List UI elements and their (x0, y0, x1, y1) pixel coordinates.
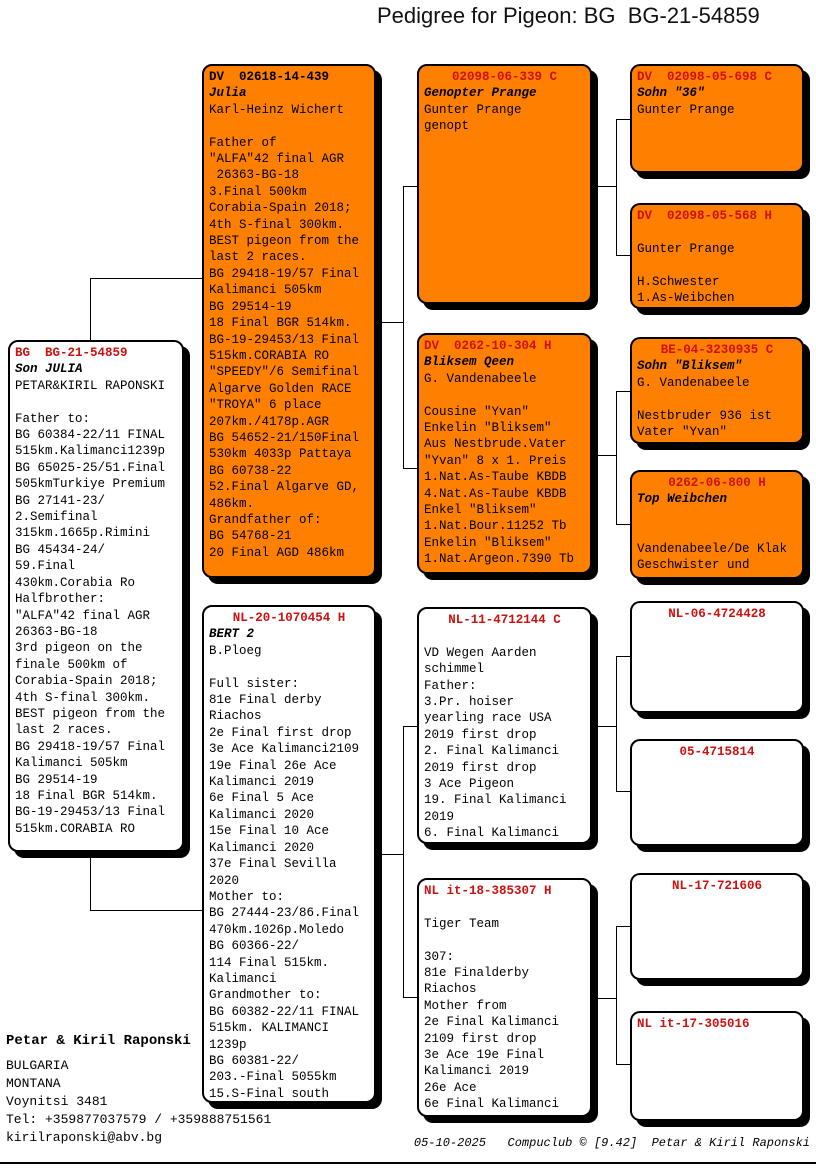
page-title: Pedigree for Pigeon: BG BG-21-54859 (377, 3, 760, 28)
pedigree-details-fmf: Sohn "Bliksem" G. Vandenabeele Nestbruder 936 ist Vater "Yvan" (637, 359, 773, 440)
footer-gap1 (486, 1136, 508, 1150)
connector-line (616, 391, 630, 392)
connector-line (595, 455, 616, 456)
pedigree-details-ffm: Gunter Prange H.Schwester 1.As-Weibchen (637, 241, 735, 306)
pedigree-box-ffm (630, 203, 804, 309)
ring-number-fff: DV 02098-05-698 C (637, 70, 773, 84)
pedigree-box-mmm (630, 1011, 804, 1121)
connector-line (616, 926, 630, 927)
pedigree-details-mm: Tiger Team 307: 81e Finalderby Riachos Mother from 2e Final Kalimanci 2109 first drop 3e Ace 19e Final Kalimanci 2019 26e Ace 6e Final Kalimanci (424, 916, 560, 1112)
connector-line (90, 278, 91, 340)
pedigree-details-ff: Genopter Prange Gunter Prange genopt (424, 86, 537, 134)
ring-number-fmm: 0262-06-800 H (668, 476, 766, 490)
owner-name: Petar & Kiril Raponski (6, 1033, 191, 1049)
ring-number-mf: NL-11-4712144 C (448, 613, 561, 627)
pedigree-box-subject (8, 340, 184, 852)
pedigree-box-mmf (630, 873, 804, 980)
pedigree-box-father (202, 64, 376, 578)
connector-line (90, 853, 91, 911)
connector-line (616, 656, 617, 792)
ring-number-fm: DV 0262-10-304 H (424, 339, 552, 353)
connector-line (379, 322, 403, 323)
pedigree-box-mf (417, 607, 592, 844)
connector-line (616, 656, 630, 657)
ring-number-subject: BG BG-21-54859 (15, 346, 128, 360)
pedigree-box-mff (630, 601, 804, 713)
connector-line (595, 186, 616, 187)
connector-line (595, 726, 616, 727)
owner-details: BULGARIA MONTANA Voynitsi 3481 Tel: +359877037579 / +359888751561 kirilraponski@abv.bg (6, 1058, 272, 1145)
connector-line (90, 910, 202, 911)
pedigree-box-fmf (630, 337, 804, 444)
owner-block (6, 1032, 271, 1147)
ring-number-father: DV 02618-14-439 (209, 70, 330, 84)
connector-line (616, 119, 617, 256)
connector-line (616, 119, 630, 120)
connector-line (616, 791, 630, 792)
connector-line (616, 524, 630, 525)
connector-line (595, 998, 616, 999)
pedigree-box-fff (630, 64, 804, 173)
pedigree-details-fmm: Top Weibchen Vandenabeele/De Klak Geschwister und (637, 492, 788, 573)
ring-number-mm: NL it-18-385307 H (424, 884, 552, 898)
connector-line (616, 1064, 630, 1065)
pedigree-box-mm (417, 878, 592, 1117)
ring-number-mmf: NL-17-721606 (671, 879, 762, 893)
ring-number-ff: 02098-06-339 C (451, 70, 558, 84)
pedigree-box-fmm (630, 470, 804, 579)
connector-line (403, 726, 417, 727)
connector-line (403, 997, 417, 998)
ring-number-mfm: 05-4715814 (679, 745, 755, 759)
footer-owner-credit: Petar & Kiril Raponski (651, 1136, 810, 1150)
ring-number-ffm: DV 02098-05-568 H (637, 209, 773, 223)
ring-number-mother: NL-20-1070454 H (232, 611, 346, 625)
pedigree-details-fm: Bliksem Qeen G. Vandenabeele Cousine "Yvan" Enkelin "Bliksem" Aus Nestbrude.Vater "Yvan" 8 x 1. Preis 1.Nat.As-Taube KBDB 4.Nat.As-Taube KBDB Enkel "Bliksem" 1.Nat.Bour.11252 Tb Enkelin "Bliksem" 1.Nat.Argeon.7390 Tb (424, 355, 575, 567)
connector-line (90, 278, 202, 279)
pedigree-box-fm (417, 333, 592, 574)
pedigree-box-mfm (630, 739, 804, 846)
pedigree-details-mother: BERT 2 B.Ploeg Full sister: 81e Final derby Riachos 2e Final first drop 3e Ace Kalimanci2109 19e Final 26e Ace Kalimanci 2019 6e Final 5 Ace Kalimanci 2020 15e Final 10 Ace Kalimanci 2020 37e Final Sevilla 2020 Mother to: BG 27444-23/86.Final 470km.1026p.Moledo BG 60366-22/ 114 Final 515km. Kalimanci Grandmother to: BG 60382-22/11 FINAL 515km. KALIMANCI 1239p BG 60381-22/ 203.-Final 5055km 15.S-Final south (209, 627, 360, 1101)
pedigree-box-mother (202, 605, 376, 1103)
pedigree-details-fff: Sohn "36" Gunter Prange (637, 86, 735, 117)
connector-line (616, 391, 617, 525)
pedigree-details-father: Julia Karl-Heinz Wichert Father of "ALFA"42 final AGR 26363-BG-18 3.Final 500km Corabia-Spain 2018; 4th S-final 300km. BEST pigeon from the last 2 races. BG 29418-19/57 Final Kalimanci 505km BG 29514-19 18 Final BGR 514km. BG-19-29453/13 Final 515km.CORABIA RO "SPEEDY"/6 Semifinal Algarve Golden RACE "TROYA" 6 place 207km./4178p.AGR BG 54652-21/150Final 530km 4033p Pattaya BG 60738-22 52.Final Algarve GD, 486km. Grandfather of: BG 54768-21 20 Final AGD 486km (209, 86, 360, 560)
footer-date: 05-10-2025 (413, 1136, 486, 1150)
footer-gap2 (637, 1136, 651, 1150)
pedigree-details-subject: Son JULIA PETAR&KIRIL RAPONSKI Father to: BG 60384-22/11 FINAL 515km.Kalimanci1239p BG 65025-25/51.Final 505kmTurkiye Premium BG 27141-23/ 2.Semifinal 315km.1665p.Rimini BG 45434-24/ 59.Final 430km.Corabia Ro Halfbrother: "ALFA"42 final AGR 26363-BG-18 3rd pigeon on the finale 500km of Corabia-Spain 2018; 4th S-final 300km. BEST pigeon from the last 2 races. BG 29418-19/57 Final Kalimanci 505km BG 29514-19 18 Final BGR 514km. BG-19-29453/13 Final 515km.CORABIA RO (15, 362, 166, 836)
connector-line (616, 926, 617, 1065)
ring-number-mff: NL-06-4724428 (668, 607, 766, 621)
pedigree-details-mf: VD Wegen Aarden schimmel Father: 3.Pr. hoiser yearling race USA 2019 first drop 2. Final Kalimanci 2019 first drop 3 Ace Pigeon 19. Final Kalimanci 2019 6. Final Kalimanci (424, 645, 567, 841)
ring-number-mmm: NL it-17-305016 (637, 1017, 750, 1031)
connector-line (379, 854, 403, 855)
bottom-rule (0, 1162, 816, 1164)
footer (414, 1136, 810, 1150)
footer-app-credit: Compuclub © [9.42] (507, 1136, 638, 1150)
connector-line (616, 255, 630, 256)
connector-line (403, 186, 404, 469)
connector-line (403, 186, 417, 187)
pedigree-box-ff (417, 64, 592, 304)
connector-line (403, 726, 404, 998)
connector-line (403, 468, 417, 469)
ring-number-fmf: BE-04-3230935 C (660, 343, 774, 357)
